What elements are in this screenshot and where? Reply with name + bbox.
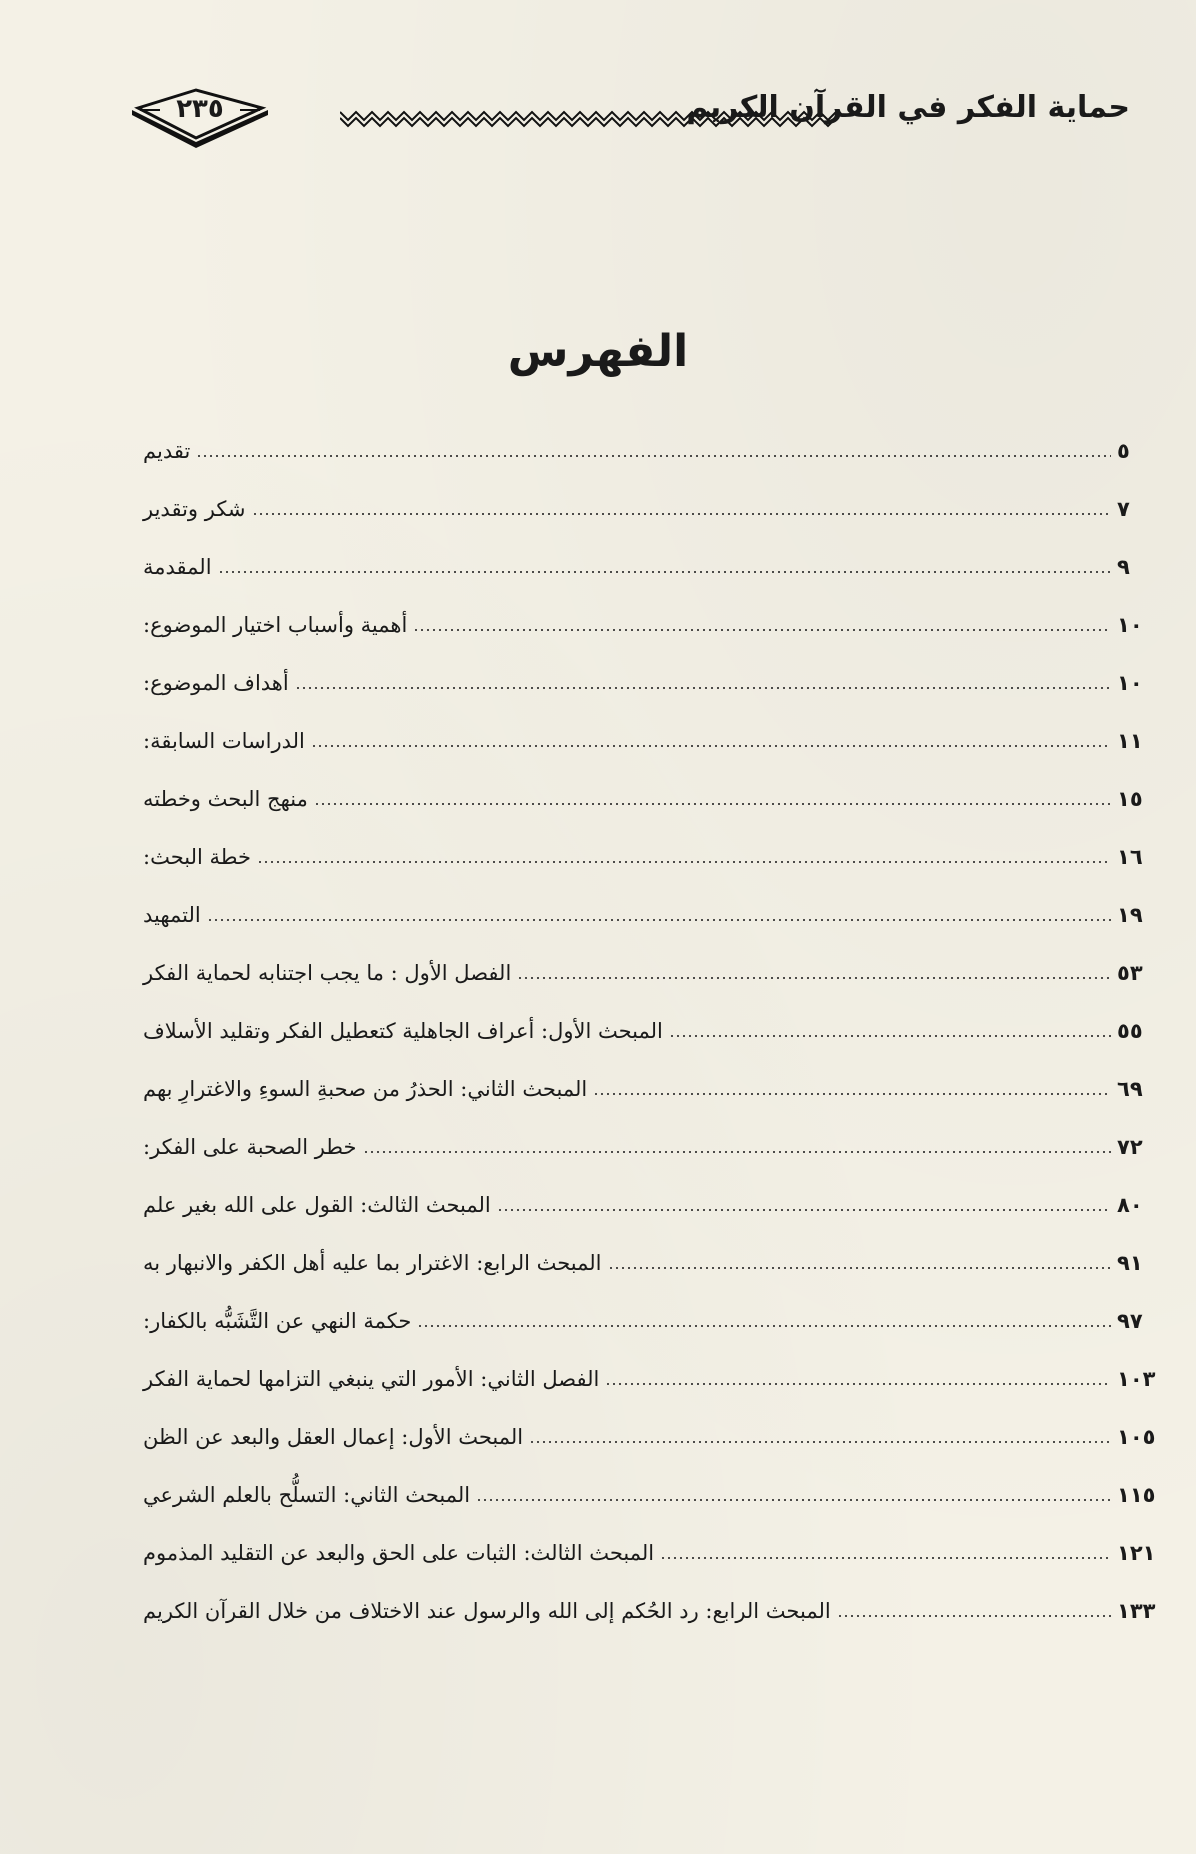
dot-leader: [413, 629, 1111, 631]
toc-entry: [135, 1408, 1165, 1466]
toc-entry-page: ١٥: [1117, 787, 1143, 811]
toc-entry-page: ٩١: [1117, 1251, 1143, 1275]
toc-entry-title: المقدمة: [143, 555, 212, 579]
toc-entry-title: المبحث الثالث: القول على الله بغير علم: [143, 1193, 491, 1217]
toc-entry-page: ١٠٣: [1117, 1367, 1156, 1391]
toc-entry-page: ٧: [1117, 497, 1130, 521]
dot-leader: [417, 1325, 1111, 1327]
toc-entry-title: الدراسات السابقة:: [143, 729, 305, 753]
toc-entry-page: ٥٥: [1117, 1019, 1143, 1043]
toc-entry-page: ٥: [1117, 439, 1130, 463]
dot-leader: [529, 1441, 1111, 1443]
toc-entry: [135, 1060, 1165, 1118]
dot-leader: [476, 1499, 1111, 1501]
toc-entry-title: المبحث الرابع: رد الحُكم إلى الله والرسول عند الاختلاف من خلال القرآن الكريم: [143, 1599, 831, 1623]
toc-entry: [135, 1002, 1165, 1060]
toc-entry-title: الفصل الأول : ما يجب اجتنابه لحماية الفكر: [143, 961, 512, 985]
toc-entry: [135, 712, 1165, 770]
dot-leader: [669, 1035, 1111, 1037]
toc-entry: [135, 770, 1165, 828]
toc-entry: [135, 422, 1165, 480]
running-header: [130, 88, 1130, 158]
dot-leader: [593, 1093, 1111, 1095]
toc-list: [135, 422, 1165, 1640]
toc-entry-title: تقديم: [143, 439, 191, 463]
dot-leader: [497, 1209, 1111, 1211]
dot-leader: [207, 919, 1111, 921]
toc-entry: [135, 596, 1165, 654]
toc-entry: [135, 886, 1165, 944]
toc-entry-title: خطر الصحبة على الفكر:: [143, 1135, 357, 1159]
toc-entry-page: ٨٠: [1117, 1193, 1143, 1217]
toc-entry-page: ٦٩: [1117, 1077, 1143, 1101]
dot-leader: [517, 977, 1111, 979]
dot-leader: [605, 1383, 1111, 1385]
toc-entry-page: ١٢١: [1117, 1541, 1156, 1565]
toc-entry: [135, 1582, 1165, 1640]
toc-entry-page: ١٦: [1117, 845, 1143, 869]
toc-entry-title: المبحث الرابع: الاغترار بما عليه أهل الكفر والانبهار به: [143, 1251, 602, 1275]
toc-entry-title: المبحث الثاني: التسلُّح بالعلم الشرعي: [143, 1483, 471, 1507]
toc-entry-title: أهداف الموضوع:: [143, 671, 289, 695]
toc-entry: [135, 1234, 1165, 1292]
toc-entry-title: أهمية وأسباب اختيار الموضوع:: [143, 613, 408, 637]
toc-entry-title: التمهيد: [143, 903, 201, 927]
toc-entry-title: خطة البحث:: [143, 845, 251, 869]
toc-entry-page: ١١٥: [1117, 1483, 1156, 1507]
toc-entry: [135, 944, 1165, 1002]
toc-entry-title: منهج البحث وخطته: [143, 787, 308, 811]
toc-entry: [135, 1292, 1165, 1350]
dot-leader: [314, 803, 1111, 805]
toc-entry-title: شكر وتقدير: [143, 497, 246, 521]
toc-entry-title: المبحث الأول: إعمال العقل والبعد عن الظن: [143, 1425, 524, 1449]
toc-entry: [135, 1524, 1165, 1582]
toc-entry: [135, 1118, 1165, 1176]
toc-entry-page: ٥٣: [1117, 961, 1143, 985]
page-number: ٢٣٥: [176, 94, 224, 124]
toc-entry-page: ١٠٥: [1117, 1425, 1156, 1449]
dot-leader: [252, 513, 1111, 515]
toc-entry: [135, 538, 1165, 596]
dot-leader: [363, 1151, 1111, 1153]
toc-entry-title: حكمة النهي عن التَّشَبُّه بالكفار:: [143, 1309, 412, 1333]
book-title: حماية الفكر في القرآن الكريم: [686, 90, 1130, 125]
dot-leader: [218, 571, 1111, 573]
toc-entry-page: ١٣٣: [1117, 1599, 1156, 1623]
toc-entry: [135, 1350, 1165, 1408]
toc-heading: الفهرس: [507, 326, 689, 377]
toc-entry-page: ١٩: [1117, 903, 1143, 927]
toc-entry: [135, 480, 1165, 538]
toc-entry: [135, 1466, 1165, 1524]
toc-entry-page: ١٠: [1117, 613, 1143, 637]
page-number-badge: [130, 88, 270, 158]
toc-entry-title: المبحث الثاني: الحذرُ من صحبةِ السوءِ والاغترارِ بهم: [143, 1077, 588, 1101]
dot-leader: [311, 745, 1111, 747]
dot-leader: [196, 455, 1111, 457]
dot-leader: [257, 861, 1111, 863]
dot-leader: [608, 1267, 1111, 1269]
toc-entry-page: ٩٧: [1117, 1309, 1143, 1333]
toc-entry: [135, 1176, 1165, 1234]
dot-leader: [660, 1557, 1111, 1559]
dot-leader: [837, 1615, 1111, 1617]
dot-leader: [295, 687, 1111, 689]
toc-entry: [135, 828, 1165, 886]
toc-entry-page: ١٠: [1117, 671, 1143, 695]
toc-entry-page: ٩: [1117, 555, 1130, 579]
toc-entry-title: المبحث الثالث: الثبات على الحق والبعد عن التقليد المذموم: [143, 1541, 655, 1565]
toc-entry-page: ١١: [1117, 729, 1143, 753]
toc-entry-page: ٧٢: [1117, 1135, 1143, 1159]
toc-entry: [135, 654, 1165, 712]
toc-entry-title: المبحث الأول: أعراف الجاهلية كتعطيل الفكر وتقليد الأسلاف: [143, 1019, 663, 1043]
toc-entry-title: الفصل الثاني: الأمور التي ينبغي التزامها لحماية الفكر: [143, 1367, 600, 1391]
